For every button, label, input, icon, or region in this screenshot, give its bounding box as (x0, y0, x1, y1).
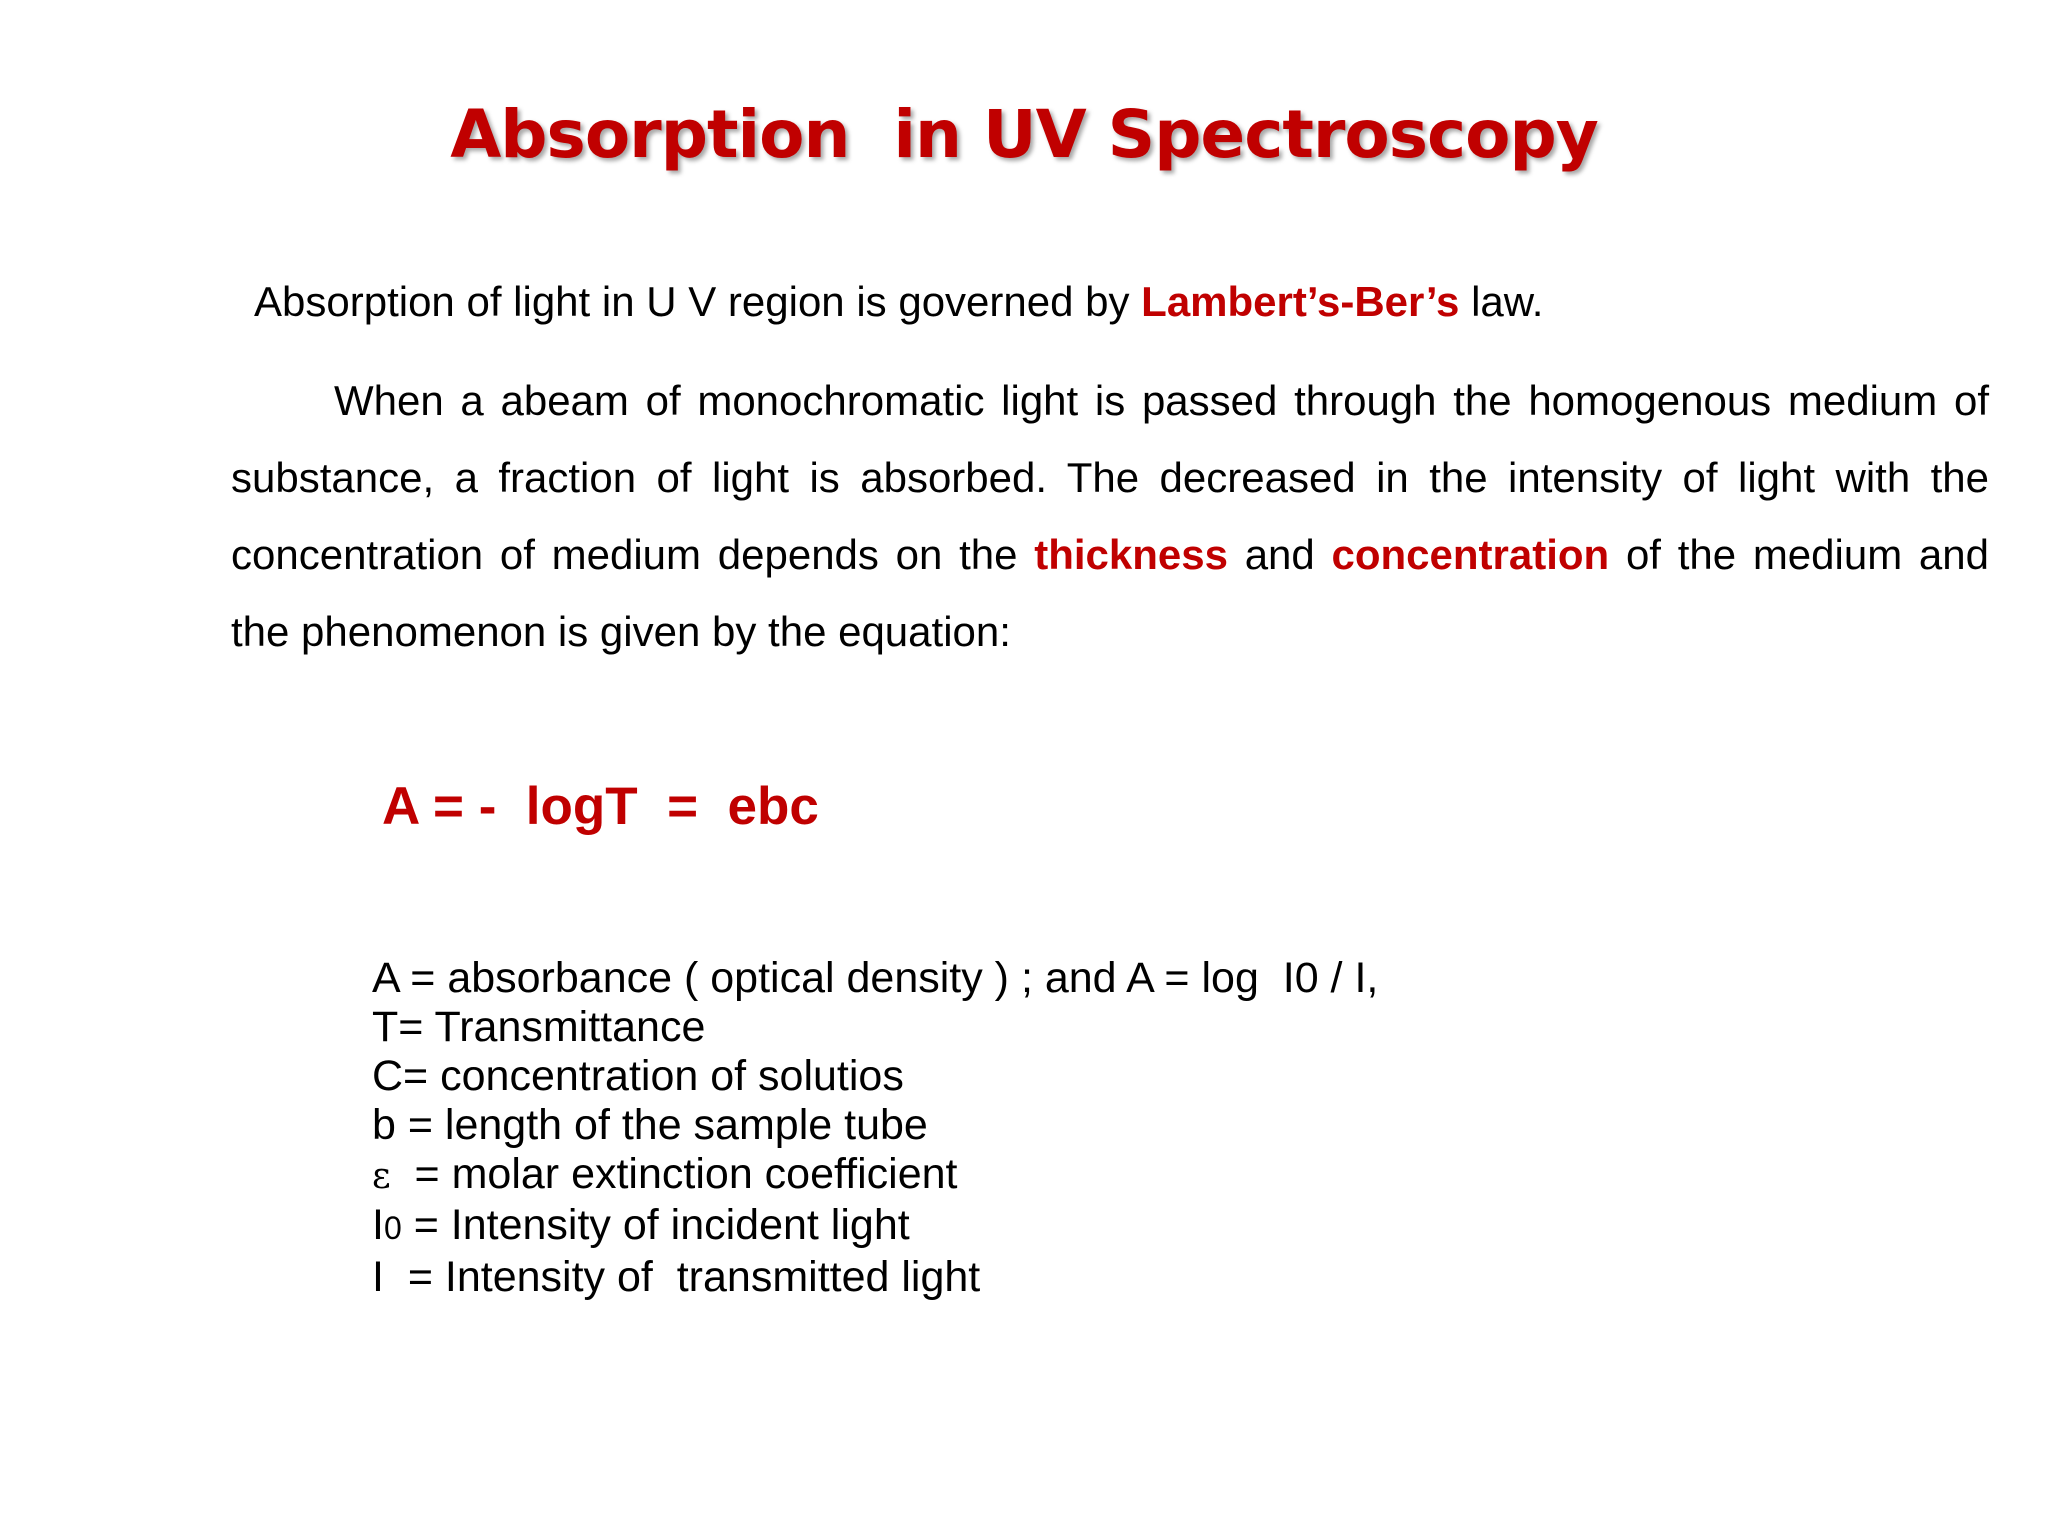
paragraph-text-and: and (1227, 531, 1332, 578)
description-paragraph (231, 362, 1989, 670)
keyword-thickness: thickness (1034, 531, 1228, 578)
epsilon-symbol: ε (372, 1156, 391, 1197)
law-name: Lambert’s-Ber’s (1141, 278, 1460, 325)
i0-subscript: 0 (383, 1210, 402, 1246)
definition-absorbance: A = absorbance ( optical density ) ; and A = log I0 / I, (372, 954, 1379, 1002)
definition-path-length: b = length of the sample tube (372, 1101, 928, 1149)
definitions-list (372, 954, 1378, 1302)
definition-incident-intensity (372, 1201, 1378, 1253)
intro-text: Absorption of light in U V region is governed by (254, 278, 1142, 325)
i0-description: = Intensity of incident light (401, 1201, 910, 1249)
intro-sentence (254, 278, 1543, 326)
slide-title: Absorption in UV Spectroscopy (450, 96, 1598, 173)
keyword-concentration: concentration (1331, 531, 1610, 578)
definition-transmittance: T= Transmittance (372, 1003, 706, 1051)
beer-lambert-equation: A = - logT = ebc (382, 777, 819, 836)
intro-text-end: law. (1459, 278, 1544, 325)
definition-extinction-coefficient (372, 1150, 1378, 1201)
definition-transmitted-intensity: I = Intensity of transmitted light (372, 1253, 981, 1301)
i0-letter: I (372, 1201, 384, 1249)
definition-concentration: C= concentration of solutios (372, 1052, 904, 1100)
paragraph-text-end: of the medium and the phenomenon is given by the equation: (231, 531, 1990, 655)
paragraph-text: When a abeam of monochromatic light is passed through the homogenous medium of substance, a fraction of light is absorbed. The decreased in the intensity of light with the concentration of medium depends on the (231, 377, 1989, 578)
epsilon-description: = molar extinction coefficient (390, 1150, 958, 1198)
